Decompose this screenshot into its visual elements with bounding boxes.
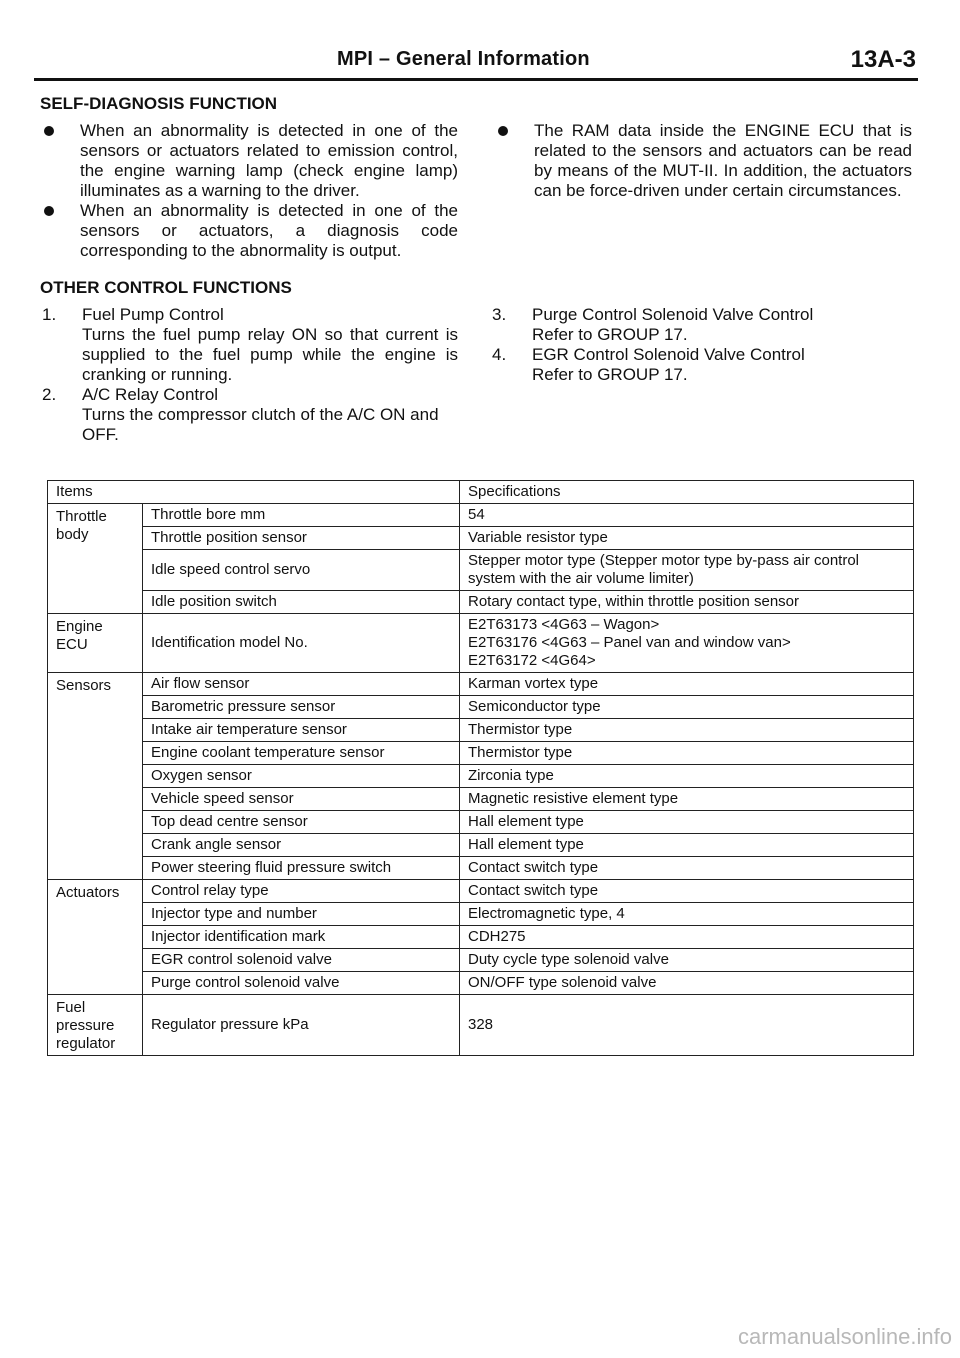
- category-actuators: Actuators: [48, 880, 143, 995]
- item-cell: Crank angle sensor: [143, 834, 460, 857]
- spec-cell: Variable resistor type: [460, 527, 914, 550]
- bullet-text: When an abnormality is detected in one of the sensors or actuators related to emission control, the engine warning lamp (check engine lamp) illuminates as a warning to the driver.: [80, 121, 458, 200]
- item-cell: Purge control solenoid valve: [143, 972, 460, 995]
- control-item: [42, 305, 458, 385]
- category-fuel-pressure-regulator: Fuel pressure regulator: [48, 995, 143, 1056]
- item-cell: Identification model No.: [143, 614, 460, 673]
- table-row: [48, 527, 914, 550]
- item-number: 3.: [492, 305, 507, 324]
- self-diagnosis-left-column: [40, 121, 458, 261]
- watermark: carmanualsonline.info: [737, 1324, 952, 1349]
- bullet-item: [40, 201, 458, 261]
- item-cell: Power steering fluid pressure switch: [143, 857, 460, 880]
- other-control-left-column: [42, 305, 458, 445]
- table-row: [48, 811, 914, 834]
- table-row: [48, 972, 914, 995]
- header-items: Items: [48, 481, 460, 504]
- item-cell: Control relay type: [143, 880, 460, 903]
- spec-cell: Magnetic resistive element type: [460, 788, 914, 811]
- item-cell: Oxygen sensor: [143, 765, 460, 788]
- control-item: [492, 305, 912, 345]
- bullet-dot-icon: [498, 126, 508, 136]
- spec-cell: 328: [460, 995, 914, 1056]
- table-row: [48, 696, 914, 719]
- control-item: [492, 345, 912, 385]
- item-description: Turns the compressor clutch of the A/C ON and OFF.: [82, 405, 439, 444]
- item-cell: Idle position switch: [143, 591, 460, 614]
- table-row: [48, 719, 914, 742]
- bullet-item: [40, 121, 458, 201]
- item-description: Turns the fuel pump relay ON so that current is supplied to the fuel pump while the engine is cranking or running.: [82, 325, 458, 384]
- spec-line: E2T63176 <4G63 – Panel van and window van>: [468, 634, 791, 651]
- table-row: [48, 857, 914, 880]
- table-row: [48, 673, 914, 696]
- other-control-heading: OTHER CONTROL FUNCTIONS: [40, 278, 292, 297]
- table-row: [48, 995, 914, 1056]
- bullet-text: The RAM data inside the ENGINE ECU that is related to the sensors and actuators can be read by means of the MUT-II. In addition, the actuators can be force-driven under certain circumstances.: [534, 121, 912, 200]
- category-engine-ecu: Engine ECU: [48, 614, 143, 673]
- header-specifications: Specifications: [460, 481, 914, 504]
- item-cell: Idle speed control servo: [143, 550, 460, 591]
- table-header-row: [48, 481, 914, 504]
- spec-cell: ON/OFF type solenoid valve: [460, 972, 914, 995]
- spec-cell: Thermistor type: [460, 719, 914, 742]
- item-title: Purge Control Solenoid Valve Control: [532, 305, 814, 324]
- item-title: A/C Relay Control: [82, 385, 219, 404]
- item-title: EGR Control Solenoid Valve Control: [532, 345, 805, 364]
- item-description: Refer to GROUP 17.: [532, 325, 688, 344]
- item-cell: Barometric pressure sensor: [143, 696, 460, 719]
- bullet-item: [494, 121, 912, 201]
- item-cell: Injector type and number: [143, 903, 460, 926]
- item-cell: EGR control solenoid valve: [143, 949, 460, 972]
- table-row: [48, 550, 914, 591]
- item-description: Refer to GROUP 17.: [532, 365, 688, 384]
- other-control-right-column: [492, 305, 912, 385]
- item-number: 2.: [42, 385, 57, 404]
- bullet-dot-icon: [44, 206, 54, 216]
- spec-cell: Stepper motor type (Stepper motor type by-pass air control system with the air volume limiter): [460, 550, 914, 591]
- item-cell: Throttle position sensor: [143, 527, 460, 550]
- item-number: 1.: [42, 305, 57, 324]
- table-row: [48, 949, 914, 972]
- table-row: [48, 903, 914, 926]
- item-cell: Vehicle speed sensor: [143, 788, 460, 811]
- table-row: [48, 504, 914, 527]
- specifications-table: [47, 480, 914, 1056]
- item-cell: Intake air temperature sensor: [143, 719, 460, 742]
- spec-cell: Duty cycle type solenoid valve: [460, 949, 914, 972]
- spec-cell: CDH275: [460, 926, 914, 949]
- spec-cell: Zirconia type: [460, 765, 914, 788]
- self-diagnosis-heading: SELF-DIAGNOSIS FUNCTION: [40, 94, 278, 113]
- spec-cell: Karman vortex type: [460, 673, 914, 696]
- table-row: [48, 614, 914, 673]
- item-cell: Top dead centre sensor: [143, 811, 460, 834]
- table-row: [48, 742, 914, 765]
- bullet-text: When an abnormality is detected in one of the sensors or actuators, a diagnosis code corresponding to the abnormality is output.: [80, 201, 458, 260]
- item-cell: Throttle bore mm: [143, 504, 460, 527]
- spec-cell: 54: [460, 504, 914, 527]
- spec-line: E2T63172 <4G64>: [468, 652, 596, 669]
- bullet-dot-icon: [44, 126, 54, 136]
- spec-cell: Contact switch type: [460, 857, 914, 880]
- table-row: [48, 591, 914, 614]
- self-diagnosis-right-column: [494, 121, 912, 201]
- item-cell: Engine coolant temperature sensor: [143, 742, 460, 765]
- item-number: 4.: [492, 345, 507, 364]
- spec-cell: Hall element type: [460, 811, 914, 834]
- page-header: [34, 44, 918, 81]
- table-row: [48, 765, 914, 788]
- spec-line: E2T63173 <4G63 – Wagon>: [468, 616, 660, 633]
- page-title: MPI – General Information: [337, 48, 590, 70]
- table-row: [48, 788, 914, 811]
- spec-cell: Rotary contact type, within throttle position sensor: [460, 591, 914, 614]
- table-row: [48, 880, 914, 903]
- page-number: 13A-3: [850, 46, 916, 73]
- item-cell: Injector identification mark: [143, 926, 460, 949]
- control-item: [42, 385, 458, 445]
- table-row: [48, 834, 914, 857]
- table-row: [48, 926, 914, 949]
- item-cell: Air flow sensor: [143, 673, 460, 696]
- spec-cell: Hall element type: [460, 834, 914, 857]
- spec-cell: Contact switch type: [460, 880, 914, 903]
- spec-cell: Thermistor type: [460, 742, 914, 765]
- spec-cell: Semiconductor type: [460, 696, 914, 719]
- item-cell: Regulator pressure kPa: [143, 995, 460, 1056]
- item-title: Fuel Pump Control: [82, 305, 224, 324]
- category-throttle-body: Throttle body: [48, 504, 143, 614]
- spec-cell: Electromagnetic type, 4: [460, 903, 914, 926]
- spec-cell: [460, 614, 914, 673]
- category-sensors: Sensors: [48, 673, 143, 880]
